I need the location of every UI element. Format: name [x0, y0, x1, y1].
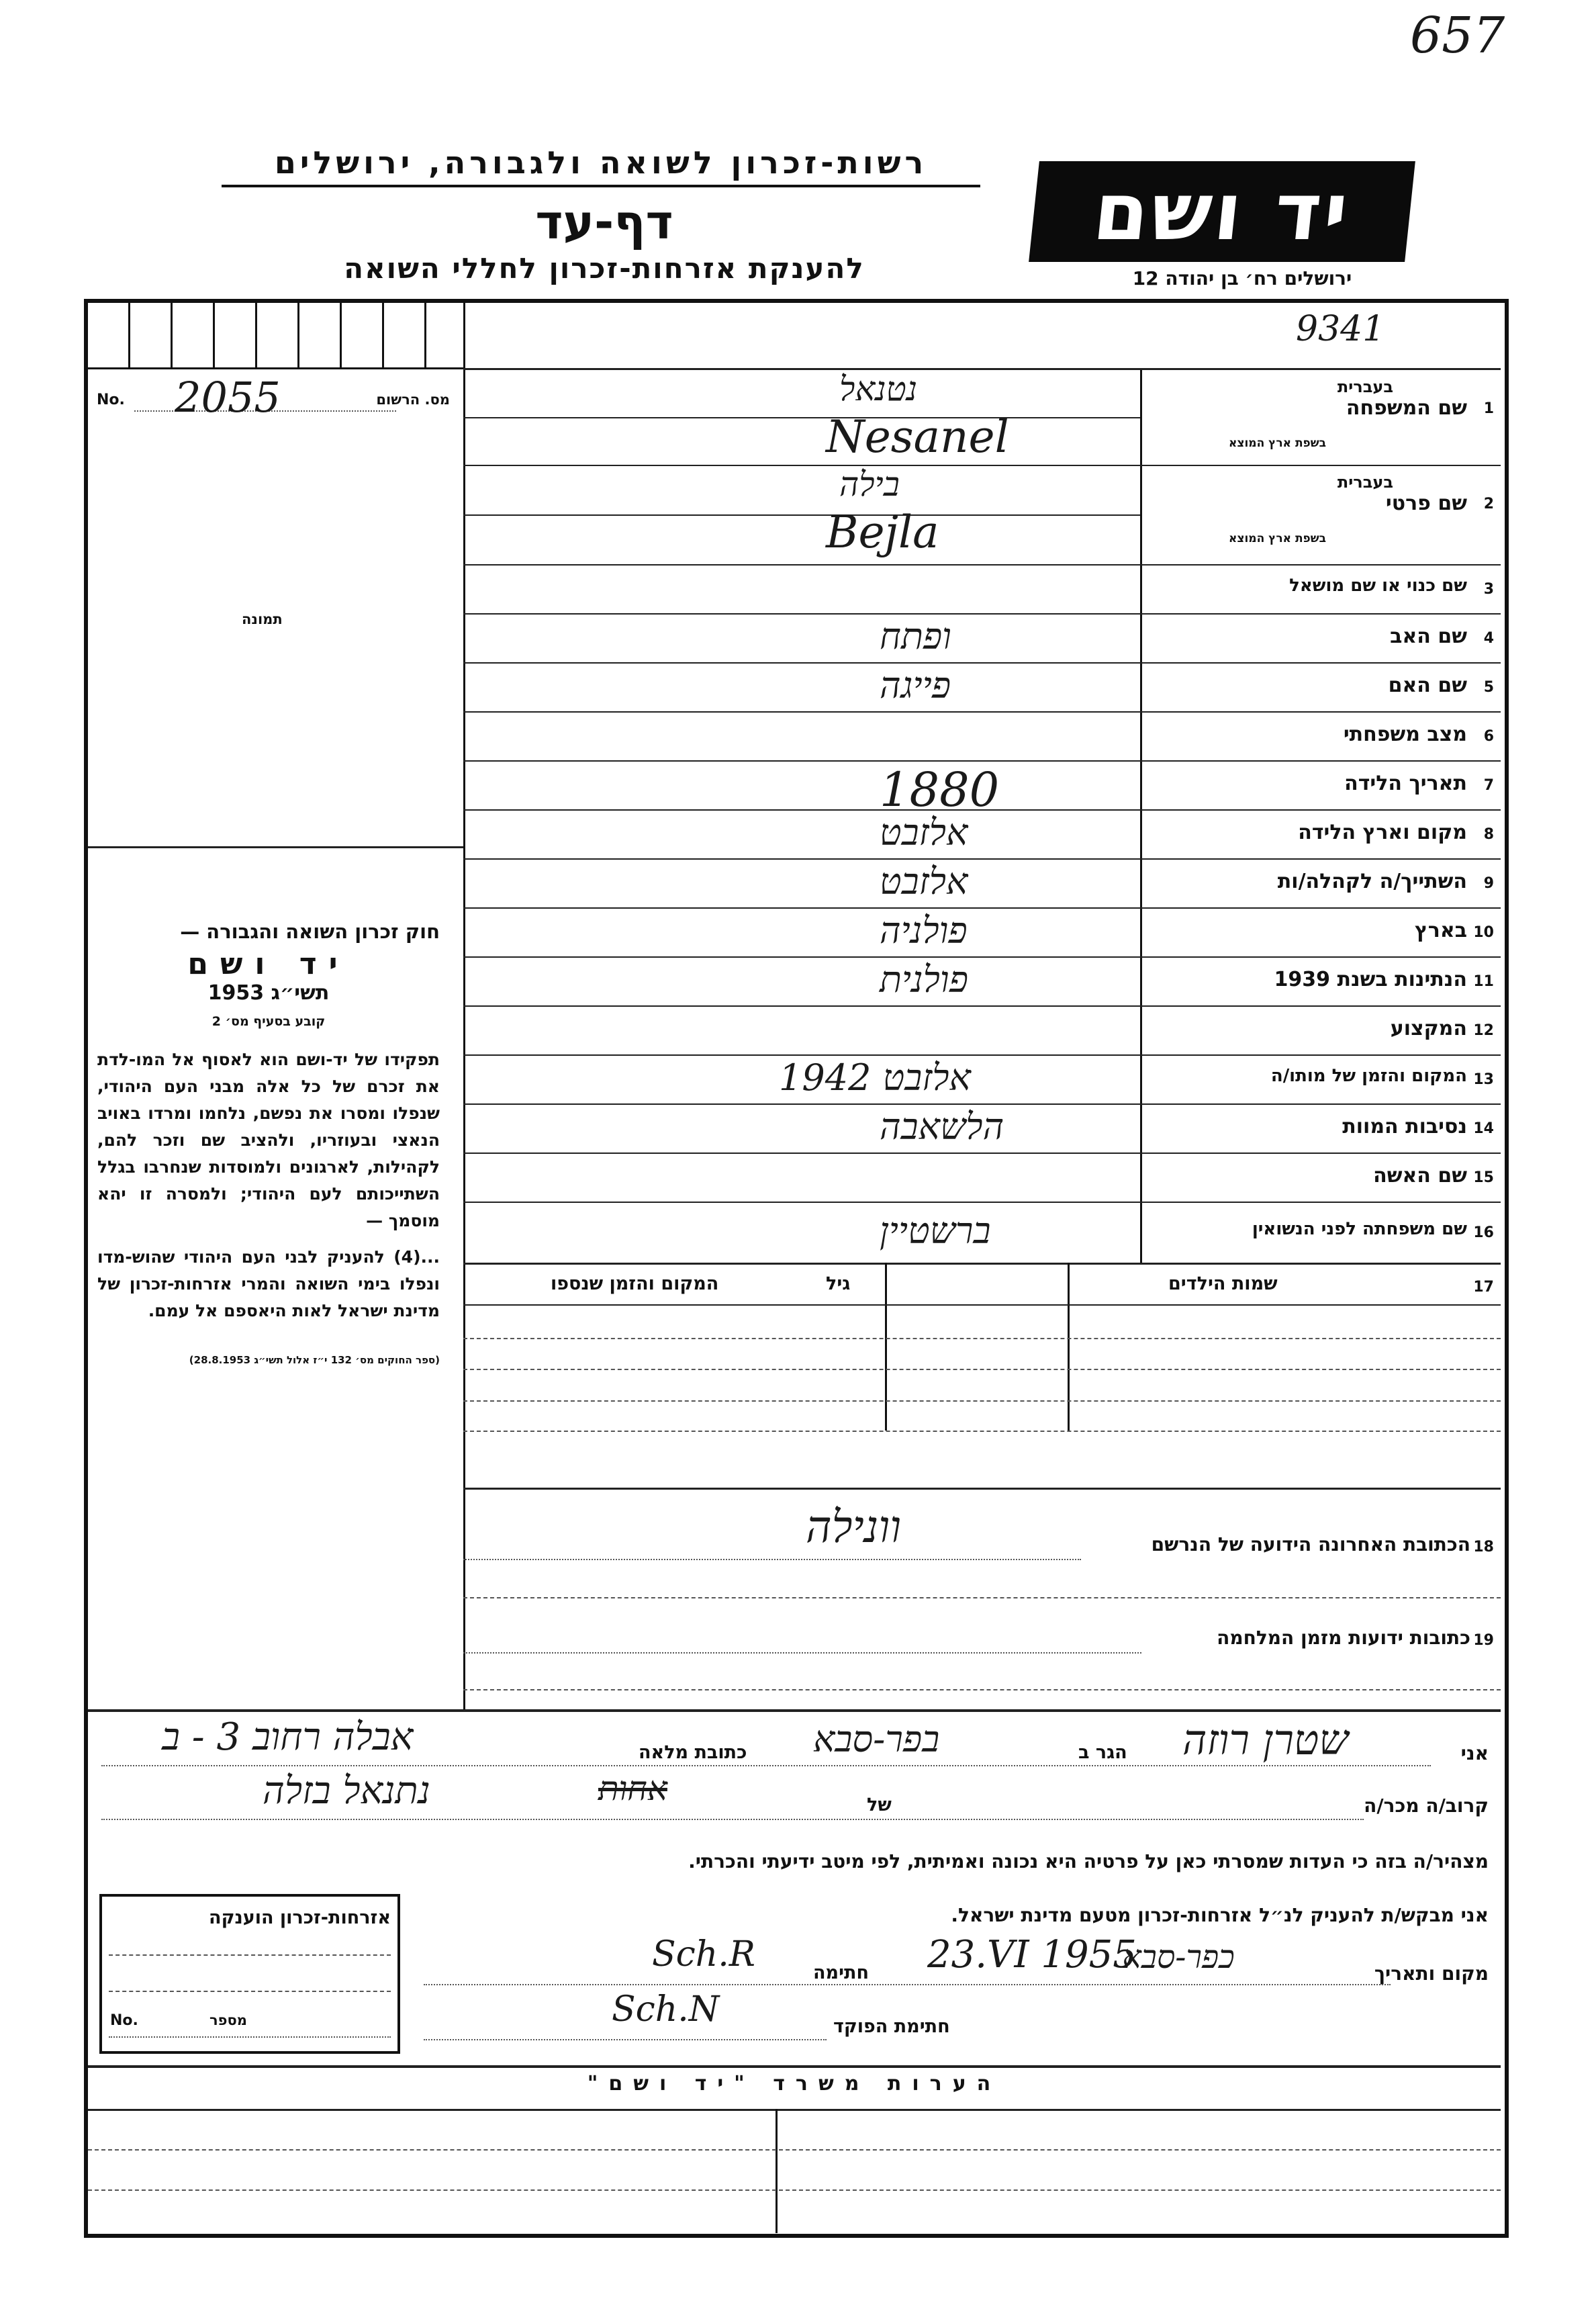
- children-col-divider-1: [885, 1263, 887, 1431]
- registration-value: 2055: [175, 373, 281, 422]
- field-14-number: 14: [1473, 1120, 1494, 1137]
- field-15-label: שם האשה: [1373, 1163, 1467, 1187]
- children-col-divider-2: [1068, 1263, 1070, 1431]
- notes-row-2: [88, 2189, 1501, 2191]
- field-11-number: 11: [1473, 973, 1494, 990]
- field-19-dots: [463, 1652, 1141, 1654]
- children-row-1: [463, 1338, 1501, 1339]
- field-row-13: [463, 1054, 1501, 1103]
- notes-row-1: [88, 2149, 1501, 2151]
- field-2-number: 2: [1483, 496, 1494, 512]
- header-address: ירושלים רח׳ בן יהודה 12: [1132, 267, 1352, 289]
- decl-place-value: כפר-סבא: [1122, 1938, 1235, 1976]
- field-12-number: 12: [1473, 1022, 1494, 1039]
- decl-statement-2: אני מבקש/ת להעניק לנ״ל אזרחות-זכרון מטעם מדינת ישראל.: [951, 1904, 1489, 1926]
- field-2-value-hebrew: בילה: [839, 465, 900, 504]
- decl-official-label: חתימת הפוקד: [833, 2016, 950, 2037]
- field-3-number: 3: [1483, 580, 1494, 598]
- header-authority: רשות-זכרון לשואה ולגבורה, ירושלים: [222, 144, 980, 187]
- children-names-header: שמות הילדים: [1168, 1273, 1278, 1294]
- field-16-value: ברשטיין: [880, 1209, 991, 1252]
- field-13-number: 13: [1473, 1071, 1494, 1088]
- law-box-top-line: [88, 846, 463, 848]
- children-row-2: [463, 1369, 1501, 1370]
- field-2-hebrew-sublabel: בעברית: [1337, 473, 1393, 492]
- decl-of-label: של: [867, 1795, 892, 1815]
- law-footnote: (ספר החוקים מס׳ 132 י״ז אלול תשי״ג 28.8.1953): [189, 1354, 440, 1366]
- form-title: דף-עד: [535, 195, 673, 250]
- form-number-top: 9341: [1296, 309, 1385, 349]
- field-7-label: תאריך הלידה: [1344, 771, 1467, 795]
- field-7-number: 7: [1483, 776, 1494, 794]
- field-18-label: הכתובת האחרונה הידועה של הנרשם: [1151, 1533, 1470, 1555]
- field-10-number: 10: [1473, 923, 1494, 941]
- field-11-label: הנתינות בשנת 1939: [1274, 967, 1467, 991]
- field-row-8: [463, 809, 1501, 858]
- decl-ani-value: שטרן רוזה: [1182, 1715, 1349, 1764]
- decl-line-2-dots: [101, 1819, 1364, 1820]
- field-row-9: [463, 858, 1501, 907]
- field-18-row: [463, 1488, 1501, 1568]
- award-box-no-label: No.: [110, 2012, 138, 2029]
- children-header-bottom: [463, 1304, 1501, 1306]
- field-8-number: 8: [1483, 825, 1494, 843]
- decl-place-date-label: מקום ותאריך: [1374, 1962, 1489, 1985]
- field-19-row: [463, 1612, 1501, 1672]
- field-19-number: 19: [1473, 1632, 1494, 1649]
- field-row-2: [463, 465, 1501, 564]
- field-row-14: [463, 1103, 1501, 1152]
- field-row-2-mid-line: [463, 514, 1140, 516]
- registration-row: [94, 373, 457, 422]
- field-1-value-hebrew: נטנאל: [839, 369, 918, 408]
- law-text: תפקידו של יד-ושם הוא לאסוף אל המו-לדת את זכרם של כל אלה מבני העם היהודי, שנפלו ומסרו את נפשם, נלחמו ומרדו באויב הנאצי ובעוזריו, ולהציב שם וזכר להם, לקהילות, לארגונים ולמוסדות שנחרבו בגלל השתייכותם לעם היהודי; ולמסרה זו יהא מוסמך —: [97, 1050, 440, 1230]
- field-row-11: [463, 956, 1501, 1005]
- decl-official-signature: Sch.N: [612, 1989, 720, 2030]
- field-13-value: אלזבט 1942: [779, 1056, 971, 1099]
- field-row-1-mid-line: [463, 417, 1140, 418]
- field-row-4: [463, 613, 1501, 662]
- yad-vashem-logo: [1029, 161, 1415, 262]
- field-5-label: שם האם: [1388, 673, 1467, 697]
- field-row-5: [463, 662, 1501, 711]
- registration-no-label: No.: [97, 392, 125, 408]
- decl-line-4-dots: [424, 2039, 827, 2040]
- form-subtitle: להענקת אזרחות-זכרון לחללי השואה: [344, 252, 865, 285]
- field-8-label: מקום וארץ הלידה: [1298, 820, 1467, 844]
- decl-ani-label: אני: [1460, 1742, 1489, 1764]
- tick-boxes: [88, 303, 463, 369]
- corner-page-number: 657: [1410, 7, 1505, 64]
- award-box-no-dots: [109, 2036, 391, 2038]
- field-19-extra-line: [463, 1689, 1501, 1690]
- field-6-number: 6: [1483, 727, 1494, 745]
- field-7-value: 1880: [880, 762, 1000, 817]
- field-row-12: [463, 1005, 1501, 1054]
- field-row-7: [463, 760, 1501, 817]
- field-2-label: שם פרטי: [1385, 492, 1467, 515]
- field-1-number: 1: [1483, 400, 1494, 417]
- field-3-label: שם כנוי או שם מושאל: [1289, 575, 1467, 596]
- children-age-header: גיל: [826, 1273, 851, 1294]
- logo-text: יד ושם: [1089, 165, 1355, 258]
- field-5-value: פייגה: [880, 664, 951, 707]
- decl-address-label: כתובת מלאה: [639, 1742, 747, 1763]
- field-row-1: [463, 369, 1501, 465]
- award-box-line-2: [109, 1991, 391, 1992]
- law-box: [97, 920, 440, 1366]
- field-1-label: שם המשפחה: [1346, 396, 1467, 420]
- field-5-number: 5: [1483, 678, 1494, 696]
- award-box-title: אזרחות-זכרון הוענקה: [209, 1907, 391, 1928]
- decl-resident-value: בפר-סבא: [813, 1718, 940, 1760]
- field-1-hebrew-sublabel: בעברית: [1337, 377, 1393, 396]
- field-9-label: השתייך/ה לקהלה/ות: [1277, 869, 1467, 893]
- children-row-3: [463, 1400, 1501, 1402]
- decl-signature-label: חתימה: [813, 1962, 870, 1983]
- declaration-top-line: [88, 1709, 1501, 1712]
- field-18-dots: [463, 1559, 1081, 1560]
- decl-relation-value: אחות: [598, 1769, 667, 1808]
- law-text-2: ...(4) להעניק לבני העם היהודי שהוש-מדו ונפלו בימי השואה והמרי אזרחות-זכרון של מדינת ישראל לאות היאספם אל עמם.: [97, 1247, 440, 1320]
- field-9-value: אלזבט: [880, 860, 968, 903]
- law-clause: קובע בסעיף מס׳ 2: [212, 1014, 326, 1029]
- notes-title: הערות משרד "יד ושם": [587, 2072, 1002, 2095]
- field-2-value-latin: Bejla: [826, 506, 939, 558]
- field-13-label: המקום והזמן של מותו/ה: [1270, 1065, 1467, 1086]
- registration-label: מס. הרשום: [376, 392, 450, 408]
- field-8-value: אלזבט: [880, 811, 968, 854]
- decl-line-1-dots: [101, 1765, 1431, 1766]
- field-14-label: נסיבות המוות: [1342, 1114, 1467, 1138]
- field-10-value: פולניה: [880, 909, 968, 952]
- field-row-3: [463, 564, 1501, 613]
- field-19-label: כתובות ידועות מזמן המלחמה: [1217, 1627, 1470, 1649]
- decl-date-value: 23.VI 1955: [927, 1933, 1137, 1977]
- field-10-label: בארץ: [1414, 918, 1467, 942]
- law-name: יד ושם: [187, 947, 350, 981]
- decl-line-3-dots: [424, 1984, 1391, 1985]
- field-4-number: 4: [1483, 629, 1494, 647]
- notes-title-bottom: [88, 2109, 1501, 2111]
- award-box-line-1: [109, 1954, 391, 1956]
- award-box-number-label: מספר: [209, 2012, 247, 2028]
- field-17-number: 17: [1473, 1279, 1494, 1296]
- field-row-10: [463, 907, 1501, 956]
- decl-address-value: אבלה רחוב 3 - ב: [162, 1715, 414, 1759]
- law-year: תשי״ג 1953: [207, 981, 330, 1005]
- field-2-origin-lang-sublabel: בשפת ארץ המוצא: [1228, 532, 1326, 545]
- field-row-15: [463, 1152, 1501, 1202]
- field-4-value: ופתח: [880, 615, 951, 658]
- award-box: [99, 1894, 400, 2054]
- field-12-label: המקצוע: [1390, 1016, 1467, 1040]
- children-table-header: [463, 1263, 1501, 1304]
- field-row-16: [463, 1202, 1501, 1263]
- children-place-header: המקום והזמן שנספו: [551, 1273, 719, 1294]
- field-15-number: 15: [1473, 1169, 1494, 1186]
- field-16-label: שם משפחתה לפני הנשואין: [1252, 1218, 1467, 1239]
- field-18-number: 18: [1473, 1539, 1494, 1555]
- field-18-extra-line: [463, 1597, 1501, 1598]
- field-4-label: שם האב: [1390, 624, 1467, 648]
- field-6-label: מצב משפחתי: [1343, 722, 1467, 746]
- field-16-number: 16: [1473, 1224, 1494, 1241]
- decl-of-value: נתנאל בזלה: [263, 1769, 430, 1813]
- field-1-value-latin: Nesanel: [826, 411, 1009, 463]
- notes-divider: [776, 2109, 778, 2233]
- decl-signature-value: Sch.R: [652, 1934, 755, 1975]
- children-row-4: [463, 1431, 1501, 1432]
- field-row-6: [463, 711, 1501, 760]
- field-14-value: הלשאבה: [880, 1105, 1004, 1148]
- photo-label: תמונה: [242, 611, 283, 627]
- law-title: חוק זכרון השואה והגבורה —: [180, 920, 440, 943]
- decl-resident-label: הגר ב: [1078, 1742, 1127, 1763]
- field-9-number: 9: [1483, 874, 1494, 892]
- decl-relation-label: קרוב/ה מכר/ה: [1364, 1795, 1489, 1817]
- decl-statement-1: מצהיר/ה בזה כי העדות שמסרתי כאן על פרטיה היא נכונה ואמיתית, לפי מיטב ידיעתי והכרתי.: [688, 1850, 1489, 1872]
- field-18-value: וונילה: [806, 1501, 902, 1553]
- field-1-origin-lang-sublabel: בשפת ארץ המוצא: [1228, 437, 1326, 450]
- field-11-value: פולנית: [880, 958, 969, 1001]
- notes-top-line: [88, 2065, 1501, 2068]
